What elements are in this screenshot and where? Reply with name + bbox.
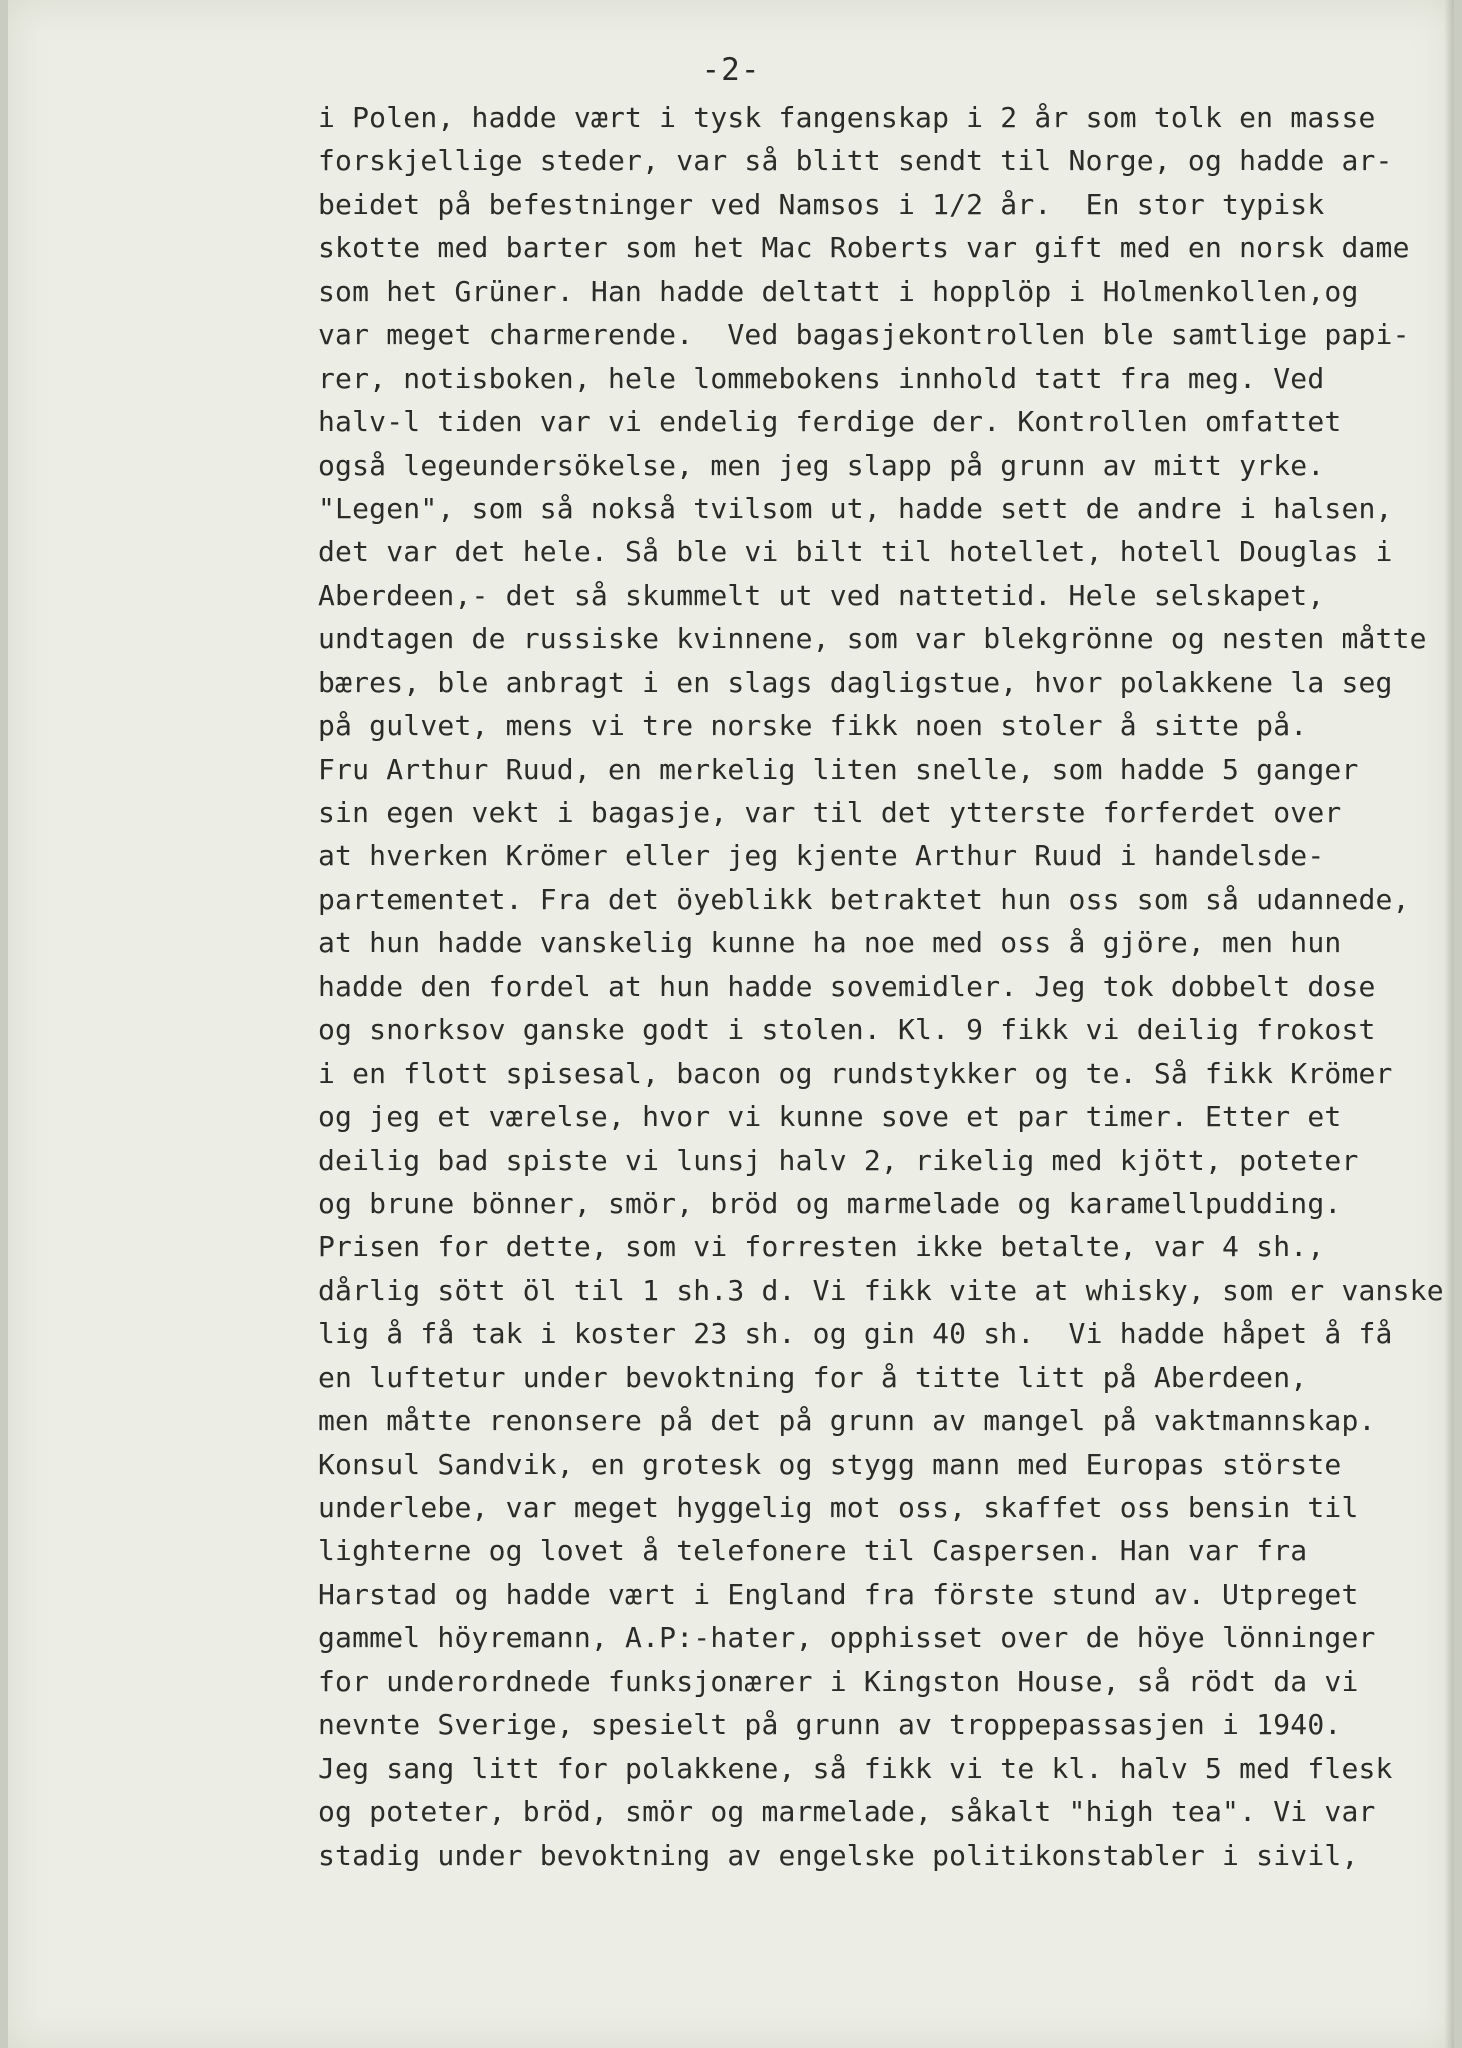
text-line: det var det hele. Så ble vi bilt til hotellet, hotell Douglas i: [318, 535, 1393, 569]
text-line: lig å få tak i koster 23 sh. og gin 40 sh. Vi hadde håpet å få: [318, 1317, 1393, 1351]
text-line: og brune bönner, smör, bröd og marmelade og karamellpudding.: [318, 1186, 1342, 1220]
body-text: [318, 96, 1454, 1877]
text-line: Fru Arthur Ruud, en merkelig liten snelle, som hadde 5 ganger: [318, 752, 1359, 786]
text-line: at hverken Krömer eller jeg kjente Arthur Ruud i handelsde-: [318, 839, 1325, 873]
text-line: bæres, ble anbragt i en slags dagligstue, hvor polakkene la seg: [318, 665, 1393, 699]
text-line: Harstad og hadde vært i England fra förste stund av. Utpreget: [318, 1577, 1359, 1611]
text-line: dårlig sött öl til 1 sh.3 d. Vi fikk vite at whisky, som er vanske: [318, 1273, 1444, 1307]
text-line: var meget charmerende. Ved bagasjekontrollen ble samtlige papi-: [318, 318, 1410, 352]
text-line: sin egen vekt i bagasje, var til det ytterste forferdet over: [318, 796, 1342, 829]
text-line: underlebe, var meget hyggelig mot oss, skaffet oss bensin til: [318, 1491, 1359, 1524]
text-line: men måtte renonsere på det på grunn av mangel på vaktmannskap.: [318, 1404, 1376, 1438]
text-line: Konsul Sandvik, en grotesk og stygg mann med Europas störste: [318, 1447, 1342, 1481]
page-edge-shadow: [1444, 0, 1454, 2048]
document-page: [8, 0, 1454, 2048]
text-line: i en flott spisesal, bacon og rundstykker og te. Så fikk Krömer: [318, 1056, 1393, 1090]
text-line: stadig under bevoktning av engelske politikonstabler i sivil,: [318, 1838, 1359, 1872]
text-line: Aberdeen,- det så skummelt ut ved nattetid. Hele selskapet,: [318, 578, 1325, 612]
text-line: hadde den fordel at hun hadde sovemidler. Jeg tok dobbelt dose: [318, 969, 1376, 1003]
text-line: og snorksov ganske godt i stolen. Kl. 9 fikk vi deilig frokost: [318, 1013, 1376, 1047]
text-line: som het Grüner. Han hadde deltatt i hopplöp i Holmenkollen,og: [318, 274, 1359, 308]
text-line: at hun hadde vanskelig kunne ha noe med oss å gjöre, men hun: [318, 926, 1342, 960]
text-line: nevnte Sverige, spesielt på grunn av troppepassasjen i 1940.: [318, 1708, 1342, 1742]
text-line: for underordnede funksjonærer i Kingston House, så rödt da vi: [318, 1664, 1359, 1698]
text-line: undtagen de russiske kvinnene, som var blekgrönne og nesten måtte: [318, 622, 1427, 656]
text-line: rer, notisboken, hele lommebokens innhold tatt fra meg. Ved: [318, 361, 1325, 395]
text-line: lighterne og lovet å telefonere til Caspersen. Han var fra: [318, 1534, 1308, 1568]
text-line: Jeg sang litt for polakkene, så fikk vi te kl. halv 5 med flesk: [318, 1751, 1393, 1785]
text-line: også legeundersökelse, men jeg slapp på grunn av mitt yrke.: [318, 448, 1325, 482]
text-line: halv-l tiden var vi endelig ferdige der. Kontrollen omfattet: [318, 405, 1342, 439]
text-line: beidet på befestninger ved Namsos i 1/2 år. En stor typisk: [318, 187, 1325, 221]
text-line: og poteter, bröd, smör og marmelade, såkalt "high tea". Vi var: [318, 1795, 1376, 1829]
text-line: skotte med barter som het Mac Roberts var gift med en norsk dame: [318, 231, 1410, 265]
text-line: i Polen, hadde vært i tysk fangenskap i 2 år som tolk en masse: [318, 101, 1376, 134]
text-line: gammel höyremann, A.P:-hater, opphisset over de höye lönninger: [318, 1621, 1376, 1655]
text-line: på gulvet, mens vi tre norske fikk noen stoler å sitte på.: [318, 709, 1308, 743]
text-line: og jeg et værelse, hvor vi kunne sove et par timer. Etter et: [318, 1100, 1342, 1134]
text-line: "Legen", som så nokså tvilsom ut, hadde sett de andre i halsen,: [318, 491, 1393, 525]
text-line: en luftetur under bevoktning for å titte litt på Aberdeen,: [318, 1360, 1308, 1394]
text-line: forskjellige steder, var så blitt sendt til Norge, og hadde ar-: [318, 144, 1393, 178]
text-line: Prisen for dette, som vi forresten ikke betalte, var 4 sh.,: [318, 1230, 1325, 1264]
text-line: deilig bad spiste vi lunsj halv 2, rikelig med kjött, poteter: [318, 1143, 1359, 1177]
page-number: -2-: [701, 52, 761, 88]
text-line: partementet. Fra det öyeblikk betraktet hun oss som så udannede,: [318, 882, 1410, 916]
